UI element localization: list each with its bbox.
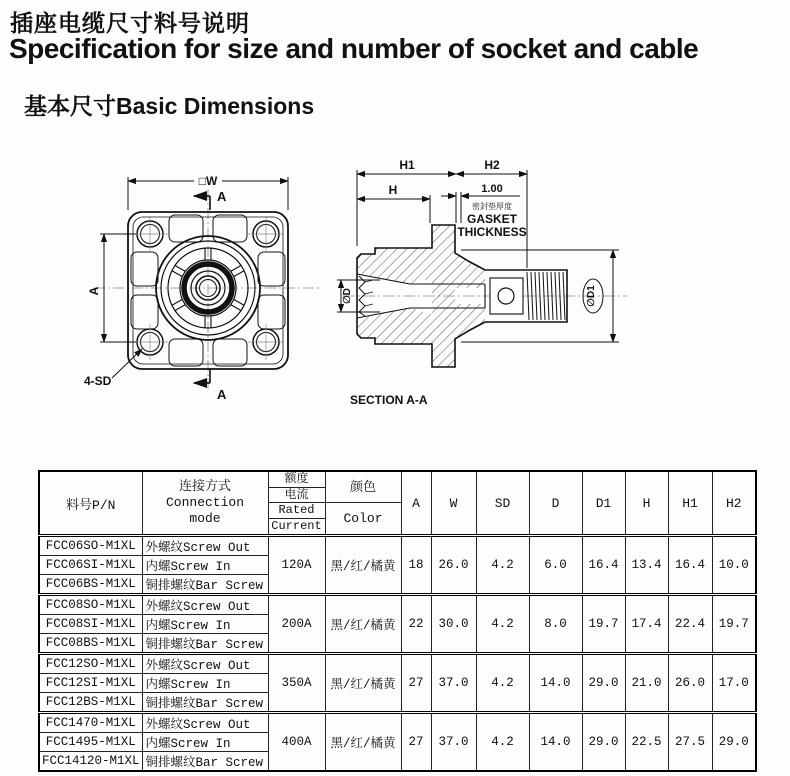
section-marker-bottom-label: A — [217, 387, 227, 402]
pn-cell: FCC08SI-M1XL — [39, 615, 142, 634]
dim-d1-label: ∅D1 — [586, 285, 597, 307]
color-label-zh: 颜色 — [326, 472, 401, 503]
pn-cell: FCC06SO-M1XL — [39, 536, 142, 556]
mode-cell: 铜排螺纹Bar Screw — [142, 752, 268, 772]
rated-cell: 400A — [268, 713, 325, 772]
rated-cell: 200A — [268, 595, 325, 654]
value-D1: 19.7 — [582, 595, 625, 654]
pn-cell: FCC12SI-M1XL — [39, 674, 142, 693]
section-title: 基本尺寸Basic Dimensions — [24, 93, 315, 119]
section-marker-top-label: A — [217, 189, 227, 204]
value-SD: 4.2 — [476, 713, 529, 772]
rated-label-zh1: 额度 — [269, 472, 325, 488]
spec-table — [38, 470, 757, 772]
mode-cell: 铜排螺纹Bar Screw — [142, 693, 268, 713]
col-header-color — [325, 471, 401, 536]
value-SD: 4.2 — [476, 536, 529, 595]
color-cell: 黑/红/橘黄 — [325, 654, 401, 713]
value-H: 13.4 — [625, 536, 668, 595]
value-A: 22 — [401, 595, 431, 654]
table-row — [39, 713, 756, 733]
value-H2: 29.0 — [712, 713, 756, 772]
dim-w-label: □W — [198, 174, 218, 188]
value-D: 8.0 — [529, 595, 582, 654]
pn-cell: FCC1470-M1XL — [39, 713, 142, 733]
value-SD: 4.2 — [476, 595, 529, 654]
color-cell: 黑/红/橘黄 — [325, 713, 401, 772]
pn-cell: FCC12BS-M1XL — [39, 693, 142, 713]
hole-label: 4-SD — [84, 374, 112, 388]
value-D1: 29.0 — [582, 654, 625, 713]
mode-cell: 外螺纹Screw Out — [142, 654, 268, 674]
mode-cell: 内螺Screw In — [142, 615, 268, 634]
value-H: 17.4 — [625, 595, 668, 654]
value-W: 37.0 — [431, 654, 476, 713]
col-header-pn — [39, 471, 142, 536]
mode-cell: 外螺纹Screw Out — [142, 536, 268, 556]
section-view-drawing — [335, 152, 635, 412]
value-H1: 26.0 — [668, 654, 712, 713]
value-H2: 10.0 — [712, 536, 756, 595]
mode-cell: 内螺Screw In — [142, 674, 268, 693]
value-A: 27 — [401, 713, 431, 772]
color-cell: 黑/红/橘黄 — [325, 595, 401, 654]
front-view-drawing — [70, 155, 340, 410]
value-D: 6.0 — [529, 536, 582, 595]
gasket-label-zh: 密封垫厚度 — [472, 202, 512, 211]
value-D: 14.0 — [529, 654, 582, 713]
hole-leader-line — [112, 349, 142, 378]
value-SD: 4.2 — [476, 654, 529, 713]
col-header-H: H — [625, 471, 668, 536]
col-header-A: A — [401, 471, 431, 536]
col-header-connection — [142, 471, 268, 536]
mode-cell: 内螺Screw In — [142, 556, 268, 575]
value-W: 26.0 — [431, 536, 476, 595]
front-view-svg — [70, 155, 340, 410]
pn-cell: FCC08SO-M1XL — [39, 595, 142, 615]
col-header-pn-label: 料号P/N — [66, 497, 116, 513]
connection-label-zh: 连接方式 — [178, 478, 231, 494]
rated-cell: 120A — [268, 536, 325, 595]
value-W: 30.0 — [431, 595, 476, 654]
value-H2: 17.0 — [712, 654, 756, 713]
value-H2: 19.7 — [712, 595, 756, 654]
mode-cell: 铜排螺纹Bar Screw — [142, 634, 268, 654]
rated-label-zh2: 电流 — [269, 488, 325, 504]
gasket-label-en1: GASKET — [466, 212, 518, 226]
value-D1: 16.4 — [582, 536, 625, 595]
value-H: 21.0 — [625, 654, 668, 713]
section-caption: SECTION A-A — [350, 393, 428, 407]
page-title-en: Specification for size and number of socket and cable — [9, 33, 699, 64]
col-header-H2: H2 — [712, 471, 756, 536]
mode-cell: 外螺纹Screw Out — [142, 713, 268, 733]
header-row — [39, 471, 756, 536]
pn-cell: FCC14120-M1XL — [39, 752, 142, 772]
pn-cell: FCC12SO-M1XL — [39, 654, 142, 674]
col-header-H1: H1 — [668, 471, 712, 536]
mode-cell: 外螺纹Screw Out — [142, 595, 268, 615]
pn-cell: FCC06SI-M1XL — [39, 556, 142, 575]
page-title-zh: 插座电缆尺寸料号说明 — [10, 10, 250, 36]
value-H: 22.5 — [625, 713, 668, 772]
gasket-label-en2: THICKNESS — [457, 225, 527, 239]
mode-cell: 铜排螺纹Bar Screw — [142, 575, 268, 595]
dim-h1-label: H1 — [399, 158, 415, 172]
mode-cell: 内螺Screw In — [142, 733, 268, 752]
dim-h2-label: H2 — [484, 158, 500, 172]
connection-label-en2: mode — [189, 511, 221, 527]
color-cell: 黑/红/橘黄 — [325, 536, 401, 595]
col-header-D1: D1 — [582, 471, 625, 536]
value-W: 37.0 — [431, 713, 476, 772]
dim-h — [357, 195, 430, 223]
rated-label-en1: Rated — [269, 503, 325, 519]
dim-d-label: ∅D — [342, 288, 353, 304]
rated-cell: 350A — [268, 654, 325, 713]
gasket-value: 1.00 — [481, 183, 503, 195]
table-row — [39, 595, 756, 615]
pn-cell: FCC1495-M1XL — [39, 733, 142, 752]
col-header-W: W — [431, 471, 476, 536]
connection-label-en1: Connection — [165, 494, 244, 510]
value-H1: 27.5 — [668, 713, 712, 772]
color-label-en: Color — [343, 511, 383, 526]
col-header-D: D — [529, 471, 582, 536]
col-header-SD: SD — [476, 471, 529, 536]
col-header-rated — [268, 471, 325, 536]
value-A: 18 — [401, 536, 431, 595]
section-view-svg — [335, 152, 635, 412]
value-A: 27 — [401, 654, 431, 713]
value-D: 14.0 — [529, 713, 582, 772]
pn-cell: FCC06BS-M1XL — [39, 575, 142, 595]
pn-cell: FCC08BS-M1XL — [39, 634, 142, 654]
table-row — [39, 654, 756, 674]
dim-h-label: H — [388, 183, 398, 197]
value-D1: 29.0 — [582, 713, 625, 772]
dim-a-label: A — [87, 286, 101, 296]
value-H1: 16.4 — [668, 536, 712, 595]
table-row — [39, 536, 756, 556]
rated-label-en2: Current — [271, 518, 322, 533]
value-H1: 22.4 — [668, 595, 712, 654]
